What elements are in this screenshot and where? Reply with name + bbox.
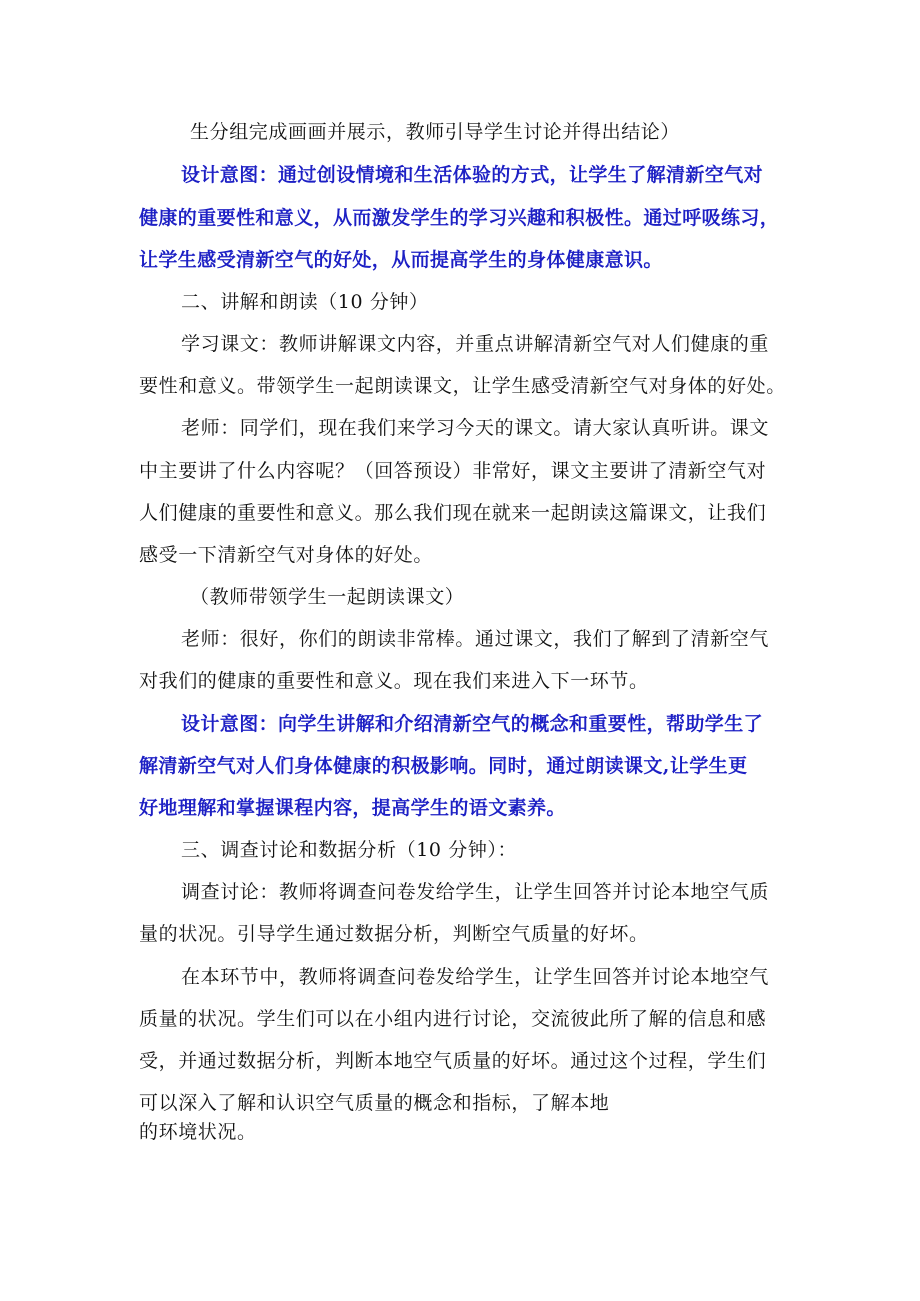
paragraph-line: 的环境状况。 — [139, 1121, 257, 1143]
paragraph-line: 可以深入了解和认识空气质量的概念和指标，了解本地 — [139, 1092, 610, 1114]
paragraph-line: 老师：很好，你们的朗读非常棒。通过课文，我们了解到了清新空气 — [181, 628, 770, 650]
paragraph-line: 学习课文：教师讲解课文内容，并重点讲解清新空气对人们健康的重 — [181, 333, 770, 355]
paragraph-line: 老师：同学们，现在我们来学习今天的课文。请大家认真听讲。课文 — [181, 417, 770, 439]
paragraph-line: 质量的状况。学生们可以在小组内进行讨论，交流彼此所了解的信息和感 — [139, 1008, 767, 1030]
design-intent-line: 让学生感受清新空气的好处，从而提高学生的身体健康意识。 — [139, 249, 663, 271]
design-intent-line: 健康的重要性和意义，从而激发学生的学习兴趣和积极性。通过呼吸练习， — [139, 207, 780, 229]
section-heading: 三、调查讨论和数据分析（10 分钟）： — [181, 839, 518, 861]
paragraph-line: 生分组完成画画并展示，教师引导学生讨论并得出结论） — [190, 121, 681, 143]
paragraph-line: 量的状况。引导学生通过数据分析，判断空气质量的好坏。 — [139, 923, 649, 945]
paragraph-line: 人们健康的重要性和意义。那么我们现在就来一起朗读这篇课文，让我们 — [139, 502, 767, 524]
section-heading: 二、讲解和朗读（10 分钟） — [181, 291, 429, 313]
paragraph-line: （教师带领学生一起朗读课文） — [190, 586, 465, 608]
paragraph-line: 受，并通过数据分析，判断本地空气质量的好坏。通过这个过程，学生们 — [139, 1050, 767, 1072]
paragraph-line: 要性和意义。带领学生一起朗读课文，让学生感受清新空气对身体的好处。 — [139, 375, 786, 397]
design-intent-line: 设计意图：通过创设情境和生活体验的方式，让学生了解清新空气对 — [181, 164, 764, 186]
paragraph-line: 在本环节中，教师将调查问卷发给学生，让学生回答并讨论本地空气 — [181, 966, 770, 988]
paragraph-line: 感受一下清新空气对身体的好处。 — [139, 544, 434, 566]
paragraph-line: 中主要讲了什么内容呢？（回答预设）非常好，课文主要讲了清新空气对 — [139, 460, 767, 482]
design-intent-line: 好地理解和掌握课程内容，提高学生的语文素养。 — [139, 797, 566, 819]
paragraph-line: 调查讨论：教师将调查问卷发给学生，让学生回答并讨论本地空气质 — [181, 881, 770, 903]
paragraph-line: 对我们的健康的重要性和意义。现在我们来进入下一环节。 — [139, 670, 649, 692]
design-intent-line: 解清新空气对人们身体健康的积极影响。同时，通过朗读课文,让学生更 — [139, 755, 748, 777]
design-intent-line: 设计意图：向学生讲解和介绍清新空气的概念和重要性，帮助学生了 — [181, 713, 764, 735]
